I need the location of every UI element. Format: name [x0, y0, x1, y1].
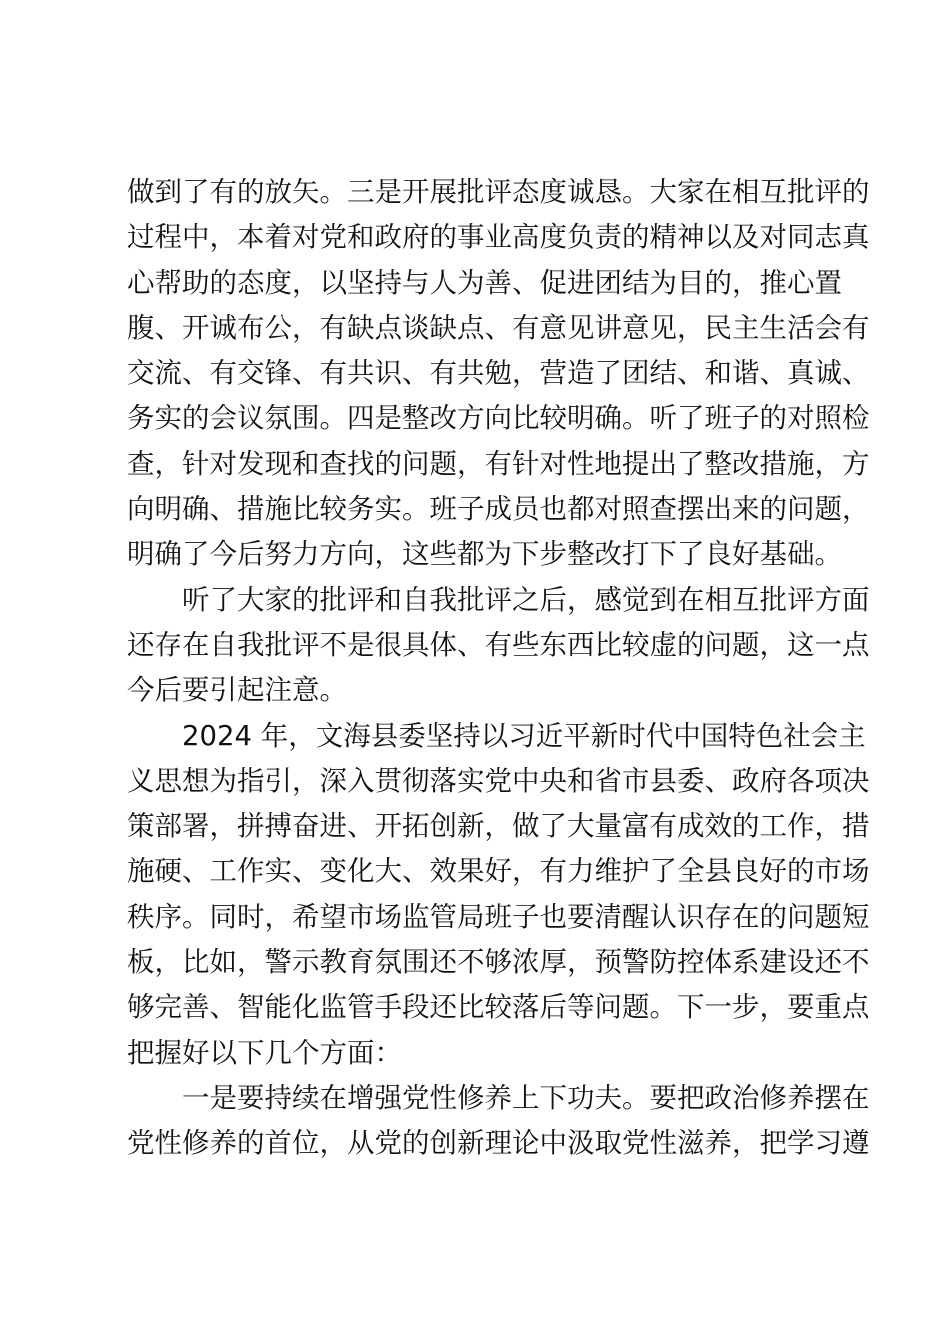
text-line: 义思想为指引，深入贯彻落实党中央和省市县委、政府各项决	[127, 764, 870, 797]
paragraph-first-line: 听了大家的批评和自我批评之后，感觉到在相互批评方面	[182, 583, 870, 616]
text-line: 策部署，拼搏奋进、开拓创新，做了大量富有成效的工作，措	[127, 810, 870, 843]
paragraph-first-line: 一是要持续在增强党性修养上下功夫。要把政治修养摆在	[182, 1081, 870, 1114]
text-line: 过程中，本着对党和政府的事业高度负责的精神以及对同志真	[127, 221, 870, 254]
text-line: 务实的会议氛围。四是整改方向比较明确。听了班子的对照检	[127, 402, 870, 435]
text-line: 把握好以下几个方面：	[127, 1036, 402, 1069]
text-line: 交流、有交锋、有共识、有共勉，营造了团结、和谐、真诚、	[127, 357, 870, 390]
body-text	[127, 170, 870, 1167]
text-line: 够完善、智能化监管手段还比较落后等问题。下一步，要重点	[127, 991, 870, 1024]
text-line: 施硬、工作实、变化大、效果好，有力维护了全县良好的市场	[127, 855, 870, 888]
text-line: 做到了有的放矢。三是开展批评态度诚恳。大家在相互批评的	[127, 176, 870, 208]
text-line: 板，比如，警示教育氛围还不够浓厚，预警防控体系建设还不	[127, 946, 870, 979]
text-line: 心帮助的态度，以坚持与人为善、促进团结为目的，推心置	[127, 266, 842, 299]
text-line: 明确了今后努力方向，这些都为下步整改打下了良好基础。	[127, 538, 842, 571]
text-line: 腹、开诚布公，有缺点谈缺点、有意见讲意见，民主生活会有	[127, 311, 870, 344]
text-line: 查，针对发现和查找的问题，有针对性地提出了整改措施，方	[127, 447, 870, 480]
text-line: 向明确、措施比较务实。班子成员也都对照查摆出来的问题，	[127, 493, 870, 526]
text-line: 秩序。同时，希望市场监管局班子也要清醒认识存在的问题短	[127, 900, 870, 933]
text-line: 党性修养的首位，从党的创新理论中汲取党性滋养，把学习遵	[127, 1127, 870, 1160]
text-line: 还存在自我批评不是很具体、有些东西比较虚的问题，这一点	[127, 628, 870, 661]
paragraph-first-line: 2024 年，文海县委坚持以习近平新时代中国特色社会主	[182, 719, 866, 752]
text-line: 今后要引起注意。	[127, 674, 347, 707]
